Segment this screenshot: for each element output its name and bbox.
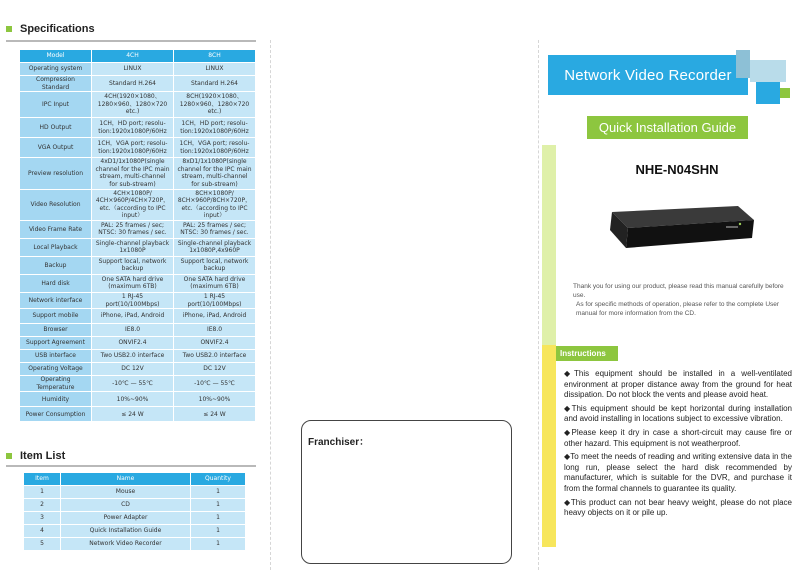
spec-row: [20, 63, 256, 76]
item-row: [24, 486, 246, 499]
instructions-list: [564, 369, 792, 522]
spec-row: [20, 220, 256, 238]
item-list-table: [23, 472, 246, 551]
cover-subtitle: Quick Installation Guide: [598, 120, 737, 135]
spec-value-cell: 8xD1/1x1080P(single channel for the IPC main stream, multi-channel for sub-stream): [174, 158, 256, 189]
spec-value-cell: 1CH，HD port; resolu-tion:1920x1080P/60Hz: [92, 118, 174, 138]
spec-value-cell: 4CH(1920×1080、1280×960、1280×720 etc.): [92, 92, 174, 118]
franchiser-label: Franchiser：: [308, 437, 370, 448]
specifications-rule: [6, 40, 256, 42]
spec-value-cell: 10%~90%: [174, 392, 256, 407]
spec-label-cell: Humidity: [20, 392, 92, 407]
spec-row: [20, 189, 256, 220]
spec-value-cell: ≤ 24 W: [92, 407, 174, 422]
item-number-cell: 1: [24, 486, 61, 499]
item-name-cell: CD: [61, 499, 191, 512]
item-list-rule: [6, 465, 256, 467]
item-quantity-cell: 1: [191, 499, 246, 512]
instruction-item: ◆This equipment should be installed in a well-ventilated environment at proper distance away from the ground for heat dissipation. Do not block the vents and please avoid heat.: [564, 369, 792, 400]
item-col-name: Name: [61, 473, 191, 486]
spec-row: [20, 363, 256, 376]
spec-value-cell: iPhone, iPad, Android: [174, 309, 256, 324]
item-number-cell: 3: [24, 512, 61, 525]
spec-value-cell: 1CH，VGA port; resolu-tion:1920x1080P/60Hz: [174, 138, 256, 158]
item-header-row: [24, 473, 246, 486]
spec-row: [20, 256, 256, 274]
specifications-table: [19, 49, 256, 422]
spec-label-cell: Operating system: [20, 63, 92, 76]
spec-value-cell: DC 12V: [174, 363, 256, 376]
spec-value-cell: -10℃ — 55℃: [174, 376, 256, 392]
nvr-device-image: [598, 200, 758, 256]
instruction-item: ◆To meet the needs of reading and writing extensive data in the long run, please select the hard disk recommended by manufacturer, which is suitable for the DVR, and purchase it from the formal channels to guarantee its quality.: [564, 452, 792, 493]
fold-line-right: [538, 40, 539, 570]
item-row: [24, 512, 246, 525]
spec-value-cell: ONVIF2.4: [92, 337, 174, 350]
spec-label-cell: IPC Input: [20, 92, 92, 118]
spec-col-model: Model: [20, 50, 92, 63]
spec-row: [20, 407, 256, 422]
spec-value-cell: 10%~90%: [92, 392, 174, 407]
model-number: NHE-N04SHN: [635, 162, 719, 177]
spec-value-cell: One SATA hard drive (maximum 6TB): [174, 274, 256, 292]
spec-value-cell: One SATA hard drive (maximum 6TB): [92, 274, 174, 292]
spec-row: [20, 118, 256, 138]
item-list-title: Item List: [20, 450, 66, 462]
spec-row: [20, 138, 256, 158]
item-row: [24, 538, 246, 551]
item-name-cell: Power Adapter: [61, 512, 191, 525]
item-name-cell: Network Video Recorder: [61, 538, 191, 551]
spec-label-cell: Video Resolution: [20, 189, 92, 220]
item-quantity-cell: 1: [191, 486, 246, 499]
spec-value-cell: -10℃ — 55℃: [92, 376, 174, 392]
spec-value-cell: 8CH×1080P/ 8CH×960P/8CH×720P，etc.（according to IPC input）: [174, 189, 256, 220]
franchiser-box: [301, 420, 512, 564]
spec-label-cell: Network interface: [20, 292, 92, 308]
spec-row: [20, 324, 256, 337]
spec-value-cell: Two USB2.0 interface: [92, 350, 174, 363]
item-number-cell: 5: [24, 538, 61, 551]
spec-value-cell: Support local, network backup: [174, 256, 256, 274]
spec-label-cell: Support Agreement: [20, 337, 92, 350]
spec-label-cell: Backup: [20, 256, 92, 274]
quick-guide-band: [587, 116, 748, 139]
spec-value-cell: LINUX: [174, 63, 256, 76]
item-number-cell: 2: [24, 499, 61, 512]
spec-row: [20, 376, 256, 392]
spec-value-cell: 4CH×1080P/ 4CH×960P/4CH×720P，etc.（according to IPC input）: [92, 189, 174, 220]
spec-label-cell: HD Output: [20, 118, 92, 138]
spec-value-cell: 1 RJ-45 port(10/100Mbps): [92, 292, 174, 308]
spec-label-cell: Operating Voltage: [20, 363, 92, 376]
spec-value-cell: PAL: 25 frames / sec; NTSC: 30 frames / sec.: [174, 220, 256, 238]
thanks-line-1: Thank you for using our product, please read this manual carefully before use.: [573, 283, 784, 299]
decorative-squares-icon: [736, 48, 796, 114]
cover-title-band: [548, 55, 748, 95]
spec-value-cell: LINUX: [92, 63, 174, 76]
spec-label-cell: USB interface: [20, 350, 92, 363]
spec-row: [20, 76, 256, 92]
spec-row: [20, 92, 256, 118]
spec-value-cell: ONVIF2.4: [174, 337, 256, 350]
spec-col-8ch: 8CH: [174, 50, 256, 63]
item-row: [24, 499, 246, 512]
item-quantity-cell: 1: [191, 538, 246, 551]
item-col-item: Item: [24, 473, 61, 486]
spec-value-cell: Standard H.264: [174, 76, 256, 92]
thanks-text: [573, 282, 793, 318]
bullet-square-icon: [6, 453, 12, 459]
fold-line-left: [270, 40, 271, 570]
spec-label-cell: Support mobile: [20, 309, 92, 324]
spec-row: [20, 158, 256, 189]
spec-value-cell: 4xD1/1x1080P(single channel for the IPC main stream, multi-channel for sub-stream): [92, 158, 174, 189]
spec-value-cell: IE8.0: [174, 324, 256, 337]
spec-value-cell: iPhone, iPad, Android: [92, 309, 174, 324]
spec-row: [20, 350, 256, 363]
thanks-line-2: As for specific methods of operation, please refer to the complete User manual for more information from the CD.: [576, 301, 780, 317]
instructions-title: Instructions: [560, 349, 606, 358]
spec-label-cell: Browser: [20, 324, 92, 337]
spec-value-cell: Single-channel playback 1x1080P: [92, 238, 174, 256]
instruction-item: ◆Please keep it dry in case a short-circuit may cause fire or other hazard. This equipment is not weatherproof.: [564, 427, 792, 448]
spec-value-cell: 1 RJ-45 port(10/100Mbps): [174, 292, 256, 308]
item-col-quantity: Quantity: [191, 473, 246, 486]
cover-title: Network Video Recorder: [564, 66, 732, 84]
spec-value-cell: IE8.0: [92, 324, 174, 337]
spec-value-cell: ≤ 24 W: [174, 407, 256, 422]
spec-label-cell: Local Playback: [20, 238, 92, 256]
spec-label-cell: Hard disk: [20, 274, 92, 292]
item-list-header: [6, 450, 65, 462]
spec-value-cell: Support local, network backup: [92, 256, 174, 274]
spec-label-cell: Compression Standard: [20, 76, 92, 92]
spec-value-cell: 1CH，HD port; resolu-tion:1920x1080P/60Hz: [174, 118, 256, 138]
spec-value-cell: 1CH，VGA port; resolu-tion:1920x1080P/60Hz: [92, 138, 174, 158]
item-quantity-cell: 1: [191, 525, 246, 538]
spec-value-cell: DC 12V: [92, 363, 174, 376]
yellow-side-bar: [542, 345, 556, 547]
instructions-band: [556, 346, 618, 361]
spec-label-cell: VGA Output: [20, 138, 92, 158]
item-number-cell: 4: [24, 525, 61, 538]
spec-label-cell: Video Frame Rate: [20, 220, 92, 238]
spec-row: [20, 392, 256, 407]
spec-row: [20, 238, 256, 256]
spec-label-cell: Operating Temperature: [20, 376, 92, 392]
instruction-item: ◆This product can not bear heavy weight, please do not place heavy objects on it or pile up.: [564, 497, 792, 518]
spec-col-4ch: 4CH: [92, 50, 174, 63]
spec-row: [20, 309, 256, 324]
spec-value-cell: PAL: 25 frames / sec; NTSC: 30 frames / sec.: [92, 220, 174, 238]
item-name-cell: Quick Installation Guide: [61, 525, 191, 538]
bullet-square-icon: [6, 26, 12, 32]
item-row: [24, 525, 246, 538]
spec-row: [20, 337, 256, 350]
spec-value-cell: Single-channel playback 1x1080P,4x960P: [174, 238, 256, 256]
spec-label-cell: Preview resolution: [20, 158, 92, 189]
specifications-header: [6, 23, 95, 35]
spec-value-cell: 8CH(1920×1080、1280×960、1280×720 etc.): [174, 92, 256, 118]
item-name-cell: Mouse: [61, 486, 191, 499]
spec-header-row: [20, 50, 256, 63]
spec-label-cell: Power Consumption: [20, 407, 92, 422]
spec-value-cell: Standard H.264: [92, 76, 174, 92]
instruction-item: ◆This equipment should be kept horizontal during installation and avoid installing in locations subject to excessive vibration.: [564, 403, 792, 424]
spec-row: [20, 274, 256, 292]
item-quantity-cell: 1: [191, 512, 246, 525]
spec-value-cell: Two USB2.0 interface: [174, 350, 256, 363]
spec-row: [20, 292, 256, 308]
specifications-title: Specifications: [20, 23, 95, 35]
